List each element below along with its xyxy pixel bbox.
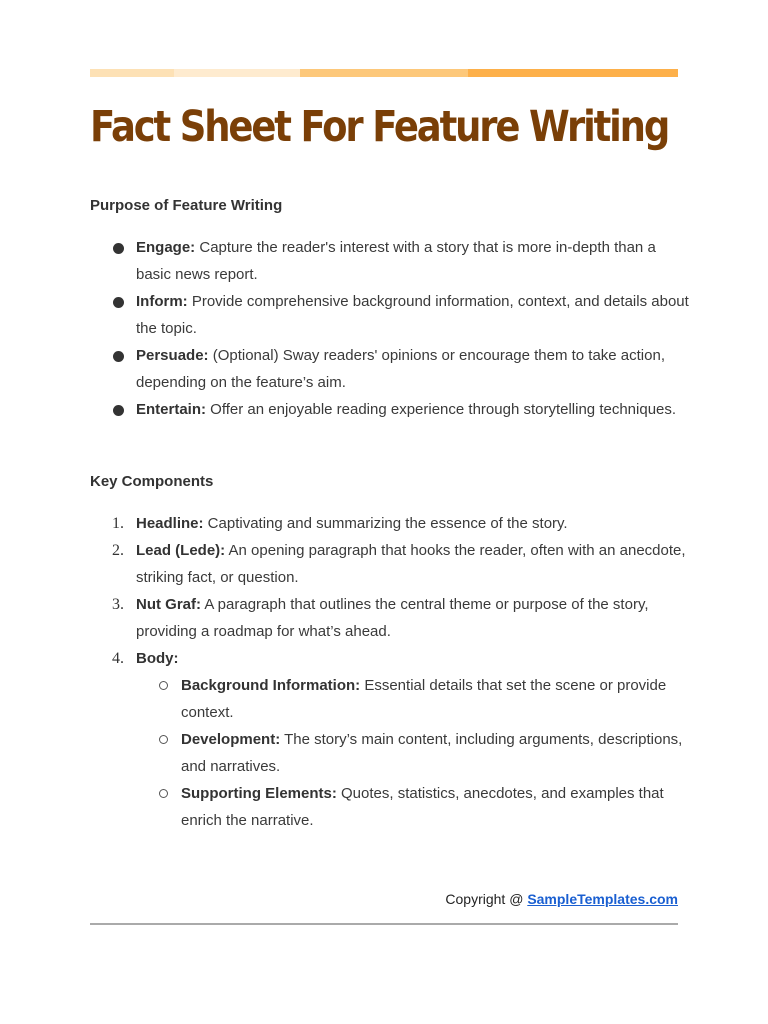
hollow-bullet-icon <box>159 735 168 744</box>
item-text: The story’s main content, including arguments, descriptions, and narratives. <box>181 731 683 775</box>
item-label: Inform: <box>136 293 188 310</box>
accent-bar-segment <box>90 69 174 77</box>
item-text: Offer an enjoyable reading experience through storytelling techniques. <box>206 401 677 418</box>
item-label: Entertain: <box>136 401 207 418</box>
hollow-bullet-icon <box>159 681 168 690</box>
item-text: An opening paragraph that hooks the reader, often with an anecdote, striking fact, or question. <box>136 542 686 586</box>
item-label: Persuade: <box>136 347 209 364</box>
item-label: Lead (Lede): <box>136 542 226 559</box>
sub-list-item <box>136 672 690 726</box>
list-item <box>90 645 690 834</box>
item-text: A paragraph that outlines the central theme or purpose of the story, providing a roadmap for what’s ahead. <box>136 596 649 640</box>
item-label: Nut Graf: <box>136 596 201 613</box>
list-item <box>90 288 690 342</box>
section-heading-key-components: Key Components <box>90 473 214 490</box>
list-item <box>90 537 690 591</box>
item-text: (Optional) Sway readers' opinions or encourage them to take action, depending on the feature’s aim. <box>136 347 665 391</box>
footer-divider <box>90 923 678 925</box>
item-text: Captivating and summarizing the essence of the story. <box>203 515 568 532</box>
item-label: Background Information: <box>181 677 361 694</box>
bullet-icon <box>113 351 124 362</box>
document-title: Fact Sheet For Feature Writing <box>90 102 669 152</box>
item-text: Capture the reader's interest with a story that is more in-depth than a basic news report. <box>136 239 656 283</box>
accent-bar-segment <box>300 69 468 77</box>
item-label: Body: <box>136 650 179 667</box>
sub-list-item <box>136 726 690 780</box>
sub-list-item <box>136 780 690 834</box>
purpose-list <box>90 234 690 423</box>
hollow-bullet-icon <box>159 789 168 798</box>
item-label: Headline: <box>136 515 204 532</box>
bullet-icon <box>113 243 124 254</box>
list-item <box>90 234 690 288</box>
body-sublist <box>136 672 690 834</box>
item-label: Development: <box>181 731 281 748</box>
item-text: Provide comprehensive background information, context, and details about the topic. <box>136 293 689 337</box>
accent-bar-segment <box>174 69 300 77</box>
item-number: 3. <box>112 596 124 613</box>
sampletemplates-link[interactable]: SampleTemplates.com <box>527 891 678 907</box>
bullet-icon <box>113 405 124 416</box>
list-item <box>90 591 690 645</box>
copyright-text: Copyright @ <box>445 891 528 907</box>
item-label: Engage: <box>136 239 196 256</box>
item-text: Essential details that set the scene or provide context. <box>181 677 667 721</box>
bullet-icon <box>113 297 124 308</box>
section-heading-purpose: Purpose of Feature Writing <box>90 197 283 214</box>
list-item <box>90 342 690 396</box>
item-number: 1. <box>112 515 124 532</box>
accent-bar-segment <box>468 69 678 77</box>
item-text: Quotes, statistics, anecdotes, and examples that enrich the narrative. <box>181 785 664 829</box>
list-item <box>90 396 690 423</box>
item-number: 2. <box>112 542 124 559</box>
item-number: 4. <box>112 650 124 667</box>
top-accent-bar <box>90 69 678 77</box>
components-list <box>90 510 690 834</box>
copyright-footer <box>445 888 678 910</box>
list-item <box>90 510 690 537</box>
item-label: Supporting Elements: <box>181 785 337 802</box>
